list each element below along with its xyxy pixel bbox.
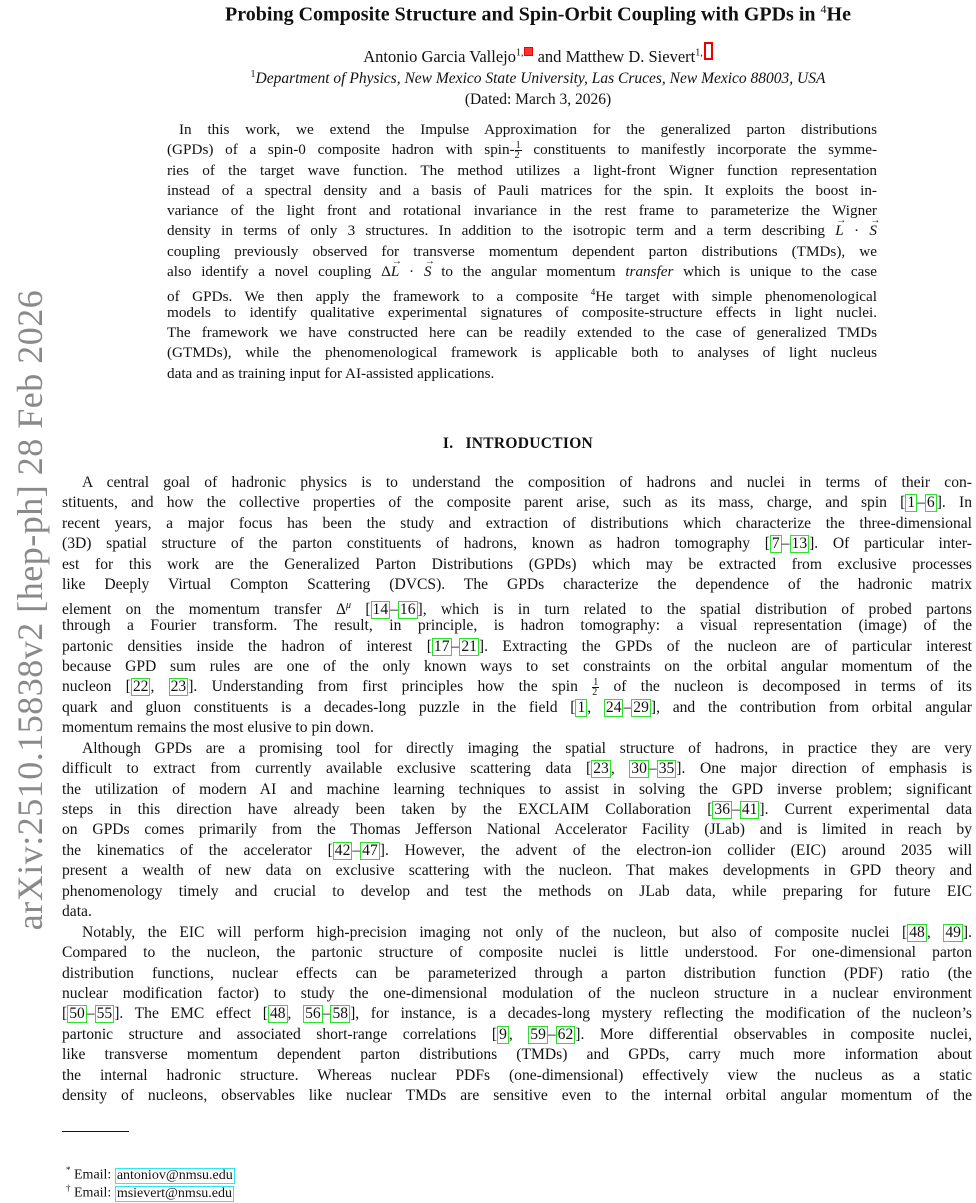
citation-link[interactable]: 21	[461, 637, 477, 655]
body-line	[62, 923, 972, 943]
paper-title	[100, 2, 976, 27]
abstract-text: constituents to manifestly incorporate the symme-	[521, 141, 877, 159]
email-link[interactable]: msievert@nmsu.edu	[116, 1185, 232, 1201]
citation-link[interactable]: 36	[714, 801, 731, 818]
abstract-text: which is unique to the case	[673, 263, 877, 281]
dot-operator: ·	[399, 263, 424, 281]
range-dash: –	[623, 698, 632, 716]
body-text: ]. The EMC effect [	[114, 1005, 268, 1023]
body-line	[62, 1004, 972, 1024]
author-name: Antonio Garcia Vallejo	[363, 47, 516, 66]
body-line	[62, 841, 972, 861]
abstract-line: coupling previously observed for transverse momentum dependent parton distributions (TMDs), we	[167, 242, 877, 260]
body-line: because GPD sum rules are one of the only known ways to set constraints on the orbital angular momentum of the	[62, 657, 972, 675]
abstract-line: instead of a spectral density and a basis of Pauli matrices for the spin. It exploits the boost in-	[167, 181, 877, 199]
citation-link[interactable]: 1	[907, 494, 916, 512]
vector-L: → L	[835, 221, 843, 241]
body-text: nucleon [	[62, 678, 131, 696]
body-text: stituents, and how the collective properties of the composite parent arise, such as its mass, charge, and spin [	[62, 494, 906, 512]
frac-den: 2	[514, 150, 520, 162]
citation-link[interactable]: 50	[69, 1005, 85, 1023]
abstract-line: variance of the light front and rotational invariance in the rest frame to parameterize the Wigner	[167, 202, 877, 220]
body-line: density of nucleons, observables like nuclear TMDs are sensitive even to the internal orbital angular momentum of the	[62, 1087, 972, 1105]
section-title: INTRODUCTION	[465, 435, 594, 452]
body-text: ]. Current experimental data	[759, 801, 972, 818]
frac-den: 2	[592, 687, 598, 699]
citation-link[interactable]: 7	[771, 535, 780, 553]
footnote-label: Email:	[74, 1167, 115, 1183]
citation-link[interactable]: 13	[791, 535, 808, 553]
body-text: ]. Extracting the GPDs of the nucleon are of particular interest	[478, 637, 972, 655]
range-dash: –	[451, 637, 460, 655]
citation-link[interactable]: 62	[557, 1025, 574, 1043]
citation-link[interactable]: 23	[170, 678, 187, 696]
body-text: ].	[962, 923, 972, 941]
body-line: phenomenology timely and crucial to develop and test the methods on JLab data, while preparing for future EIC	[62, 882, 972, 900]
abstract-line: The framework we have constructed here can be readily extended to the case of generalized TMDs	[167, 323, 877, 341]
footnote-mark: †	[66, 1183, 71, 1193]
body-line	[62, 677, 972, 697]
section-heading-introduction	[60, 435, 976, 453]
emphasis-transfer: transfer	[625, 263, 674, 281]
title-tail: He	[826, 3, 851, 26]
author-name: Matthew D. Sievert	[565, 47, 696, 66]
citation-link[interactable]: 6	[926, 494, 935, 512]
body-text: ]. One major direction of emphasis is	[676, 760, 973, 778]
title-text: Probing Composite Structure and Spin-Orbit Coupling with GPDs in	[225, 3, 821, 26]
frac-num: 1	[515, 140, 521, 152]
citation-link[interactable]: 9	[499, 1025, 507, 1043]
frac-num: 1	[593, 677, 599, 689]
range-dash: –	[781, 535, 790, 553]
abstract-line: ries of the target wave function. The method utilizes a light-front Wigner function representation	[167, 161, 877, 179]
arxiv-identifier: arXiv:2510.15838v2 [hep-ph] 28 Feb 2026	[10, 289, 50, 931]
author-list	[100, 42, 976, 67]
citation-link[interactable]: 24	[605, 698, 622, 716]
abstract-text: density in terms of only 3 structures. In addition to the isotropic term and a term describing	[167, 222, 836, 240]
email-link[interactable]: antoniov@nmsu.edu	[116, 1167, 233, 1183]
author-affil-sup: 1,	[515, 47, 524, 59]
abstract-text: of GPDs. We then apply the framework to a composite	[167, 288, 591, 306]
body-text: the kinematics of the accelerator [	[62, 841, 333, 859]
citation-link[interactable]: 1	[577, 698, 586, 716]
body-line: on GPDs comes primarily from the Thomas Jefferson National Accelerator Facility (JLab) and is limited in reach by	[62, 821, 972, 839]
footnote-divider	[62, 1131, 129, 1132]
body-text: ]. In	[936, 494, 972, 512]
isotope-sup: 4	[590, 287, 596, 298]
citation-link[interactable]: 35	[658, 760, 675, 778]
abstract	[167, 120, 877, 384]
citation-link[interactable]: 14	[372, 600, 389, 618]
citation-link[interactable]: 58	[332, 1005, 349, 1023]
range-dash: –	[86, 1005, 95, 1023]
abstract-line	[167, 221, 877, 241]
footnotes	[66, 1161, 235, 1201]
body-line: distribution functions, nuclear effects can be parameterized through a parton distribution function (PDF) ratio (the	[62, 964, 972, 982]
citation-link[interactable]: 42	[334, 841, 351, 859]
arxiv-side-stamp	[0, 0, 60, 1200]
body-text: [	[62, 1005, 68, 1023]
body-line: the utilization of modern AI and machine learning techniques to assist in solving the GPD inverse problem; significant	[62, 780, 972, 798]
body-text: quark and gluon constituents is a decades-long puzzle in the field [	[62, 698, 576, 716]
body-line: recent years, a major focus has been the study and extraction of distributions which characterize the three-dimensional	[62, 514, 972, 532]
mu-superscript: μ	[346, 599, 352, 611]
citation-link[interactable]: 48	[269, 1005, 286, 1023]
author-affil-sup: 1,	[695, 47, 703, 59]
footnote-link-dagger[interactable]	[704, 42, 713, 60]
abstract-text: to the angular momentum	[431, 263, 626, 281]
citation-link[interactable]: 55	[96, 1005, 113, 1023]
body-line: nuclear modification factor) to study the one-dimensional modulation of the nucleon structure in a nuclear environment	[62, 984, 972, 1002]
citation-link[interactable]: 23	[593, 760, 609, 778]
abstract-text: also identify a novel coupling Δ	[167, 263, 391, 281]
footnote-mark: *	[66, 1165, 71, 1175]
abstract-text: He target with simple phenomenological	[595, 288, 877, 306]
affiliation-sup: 1	[250, 69, 256, 80]
body-line	[62, 698, 972, 718]
range-dash: –	[390, 600, 398, 618]
abstract-line: models to identify qualitative experimental signatures of composite-structure effects in light nuclei.	[167, 303, 877, 321]
body-text: ]. However, the advent of the electron-ion collider (EIC) around 2035 will	[379, 841, 972, 859]
body-text: ], for instance, is a decades-long mystery reflecting the modification of the nucleon’s	[350, 1005, 972, 1023]
body-text: partonic structure and associated short-range correlations [	[62, 1025, 498, 1043]
footnote-item	[66, 1161, 235, 1183]
body-line	[62, 759, 972, 779]
abstract-line	[167, 262, 877, 282]
citation-link[interactable]: 17	[433, 637, 450, 655]
body-text: steps in this direction have already been taken by the EXCLAIM Collaboration [	[62, 801, 713, 818]
citation-link[interactable]: 47	[362, 841, 378, 859]
range-dash: –	[917, 494, 925, 512]
body-text: of the nucleon is decomposed in terms of its	[599, 678, 972, 696]
body-line	[62, 493, 972, 513]
body-line: like transverse momentum dependent parton distributions (TMDs) and GPDs, carry much more information about	[62, 1046, 972, 1064]
body-line: A central goal of hadronic physics is to understand the composition of hadrons and nuclei in terms of their con-	[82, 474, 972, 491]
abstract-line: In this work, we extend the Impulse Approximation for the generalized parton distributions	[179, 121, 877, 138]
date-line: (Dated: March 3, 2026)	[464, 91, 612, 108]
citation-link[interactable]: 59	[530, 1025, 546, 1043]
body-line: present a wealth of new data on exclusive scattering with the nucleon. That makes developments in GPD theory and	[62, 862, 972, 880]
body-text: [	[351, 600, 371, 618]
footnote-item	[66, 1179, 235, 1201]
section-number: I.	[442, 435, 454, 452]
abstract-line	[167, 282, 877, 306]
citation-link[interactable]: 48	[909, 923, 925, 941]
body-text: ], and the contribution from orbital angular	[650, 698, 972, 716]
range-dash: –	[648, 760, 657, 778]
author-joiner: and	[533, 47, 566, 66]
introduction-body	[62, 473, 972, 1107]
range-dash: –	[352, 841, 361, 859]
abstract-line: (GTMDs), while the phenomenological framework is applicable both to analyses of light nucleus	[167, 344, 877, 362]
body-text: partonic densities inside the hadron of interest [	[62, 637, 432, 655]
citation-sep: ,	[926, 923, 944, 941]
body-line: Compared to the nucleon, the partonic structure of composite nuclei is little understood. For one-dimensional parton	[62, 944, 972, 962]
body-line: like Deeply Virtual Compton Scattering (DVCS). The GPDs characterize the dependence of the hadronic matrix	[62, 576, 972, 594]
body-text: Notably, the EIC will perform high-precision imaging not only of the nucleon, but also of composite nuclei [	[82, 923, 908, 941]
citation-link[interactable]: 30	[631, 760, 647, 778]
body-line	[62, 1025, 972, 1045]
body-line: momentum remains the most elusive to pin down.	[62, 719, 374, 737]
abstract-line	[167, 140, 877, 160]
body-line: through a Fourier transform. The result, in principle, is hadron tomography: a visual representation (image) of the	[62, 617, 972, 635]
citation-sep: ,	[508, 1025, 529, 1043]
body-text: ]. Understanding from first principles how the spin	[188, 678, 593, 696]
affiliation-text: Department of Physics, New Mexico State University, Las Cruces, New Mexico 88003, USA	[255, 70, 826, 88]
body-text: ], which is in turn related to the spatial distribution of probed partons	[417, 600, 973, 618]
body-text: ]. More differential observables in composite nuclei,	[575, 1025, 972, 1043]
body-text: element on the momentum transfer Δ	[62, 600, 347, 618]
body-line: est for this work are the Generalized Parton Distributions (GPDs) which may be extracted from exclusive processes	[62, 555, 972, 573]
body-line: data.	[62, 903, 92, 921]
abstract-line: data and as training input for AI-assisted applications.	[167, 364, 495, 382]
range-dash: –	[322, 1005, 331, 1023]
vector-L: → L	[391, 262, 399, 282]
citation-link[interactable]: 22	[132, 678, 149, 696]
body-line	[62, 637, 972, 657]
citation-link[interactable]: 41	[741, 801, 758, 818]
body-text: (3D) spatial structure of the parton constituents of hadrons, known as hadron tomography [	[62, 535, 770, 553]
body-line: Although GPDs are a promising tool for directly imaging the spatial structure of hadrons, in practice they are very	[82, 739, 972, 757]
citation-sep: ,	[150, 678, 169, 696]
affiliation	[100, 69, 976, 88]
citation-link[interactable]: 49	[945, 923, 961, 941]
body-text: ]. Of particular inter-	[809, 535, 972, 553]
vector-S: → S	[869, 221, 877, 241]
abstract-text: (GPDs) of a spin-0 composite hadron with spin-	[167, 141, 515, 159]
dot-operator: ·	[843, 222, 870, 240]
body-line	[62, 596, 972, 616]
title-superscript: 4	[820, 2, 827, 16]
footnote-label: Email:	[74, 1185, 115, 1201]
body-text: difficult to extract from currently available exclusive scattering data [	[62, 760, 592, 778]
citation-sep: ,	[287, 1005, 304, 1023]
fraction-one-half	[515, 141, 522, 160]
citation-sep: ,	[587, 698, 604, 716]
body-line: the internal hadronic structure. Whereas nuclear PDFs (one-dimensional) effectively view the nucleus as a static	[62, 1066, 972, 1084]
vector-S: → S	[424, 262, 432, 282]
citation-link[interactable]: 29	[633, 698, 649, 716]
range-dash: –	[732, 801, 740, 818]
range-dash: –	[547, 1025, 556, 1043]
body-line	[62, 800, 972, 820]
body-line	[62, 534, 972, 554]
citation-link[interactable]: 56	[305, 1005, 321, 1023]
citation-sep: ,	[610, 760, 630, 778]
citation-link[interactable]: 16	[399, 600, 416, 618]
